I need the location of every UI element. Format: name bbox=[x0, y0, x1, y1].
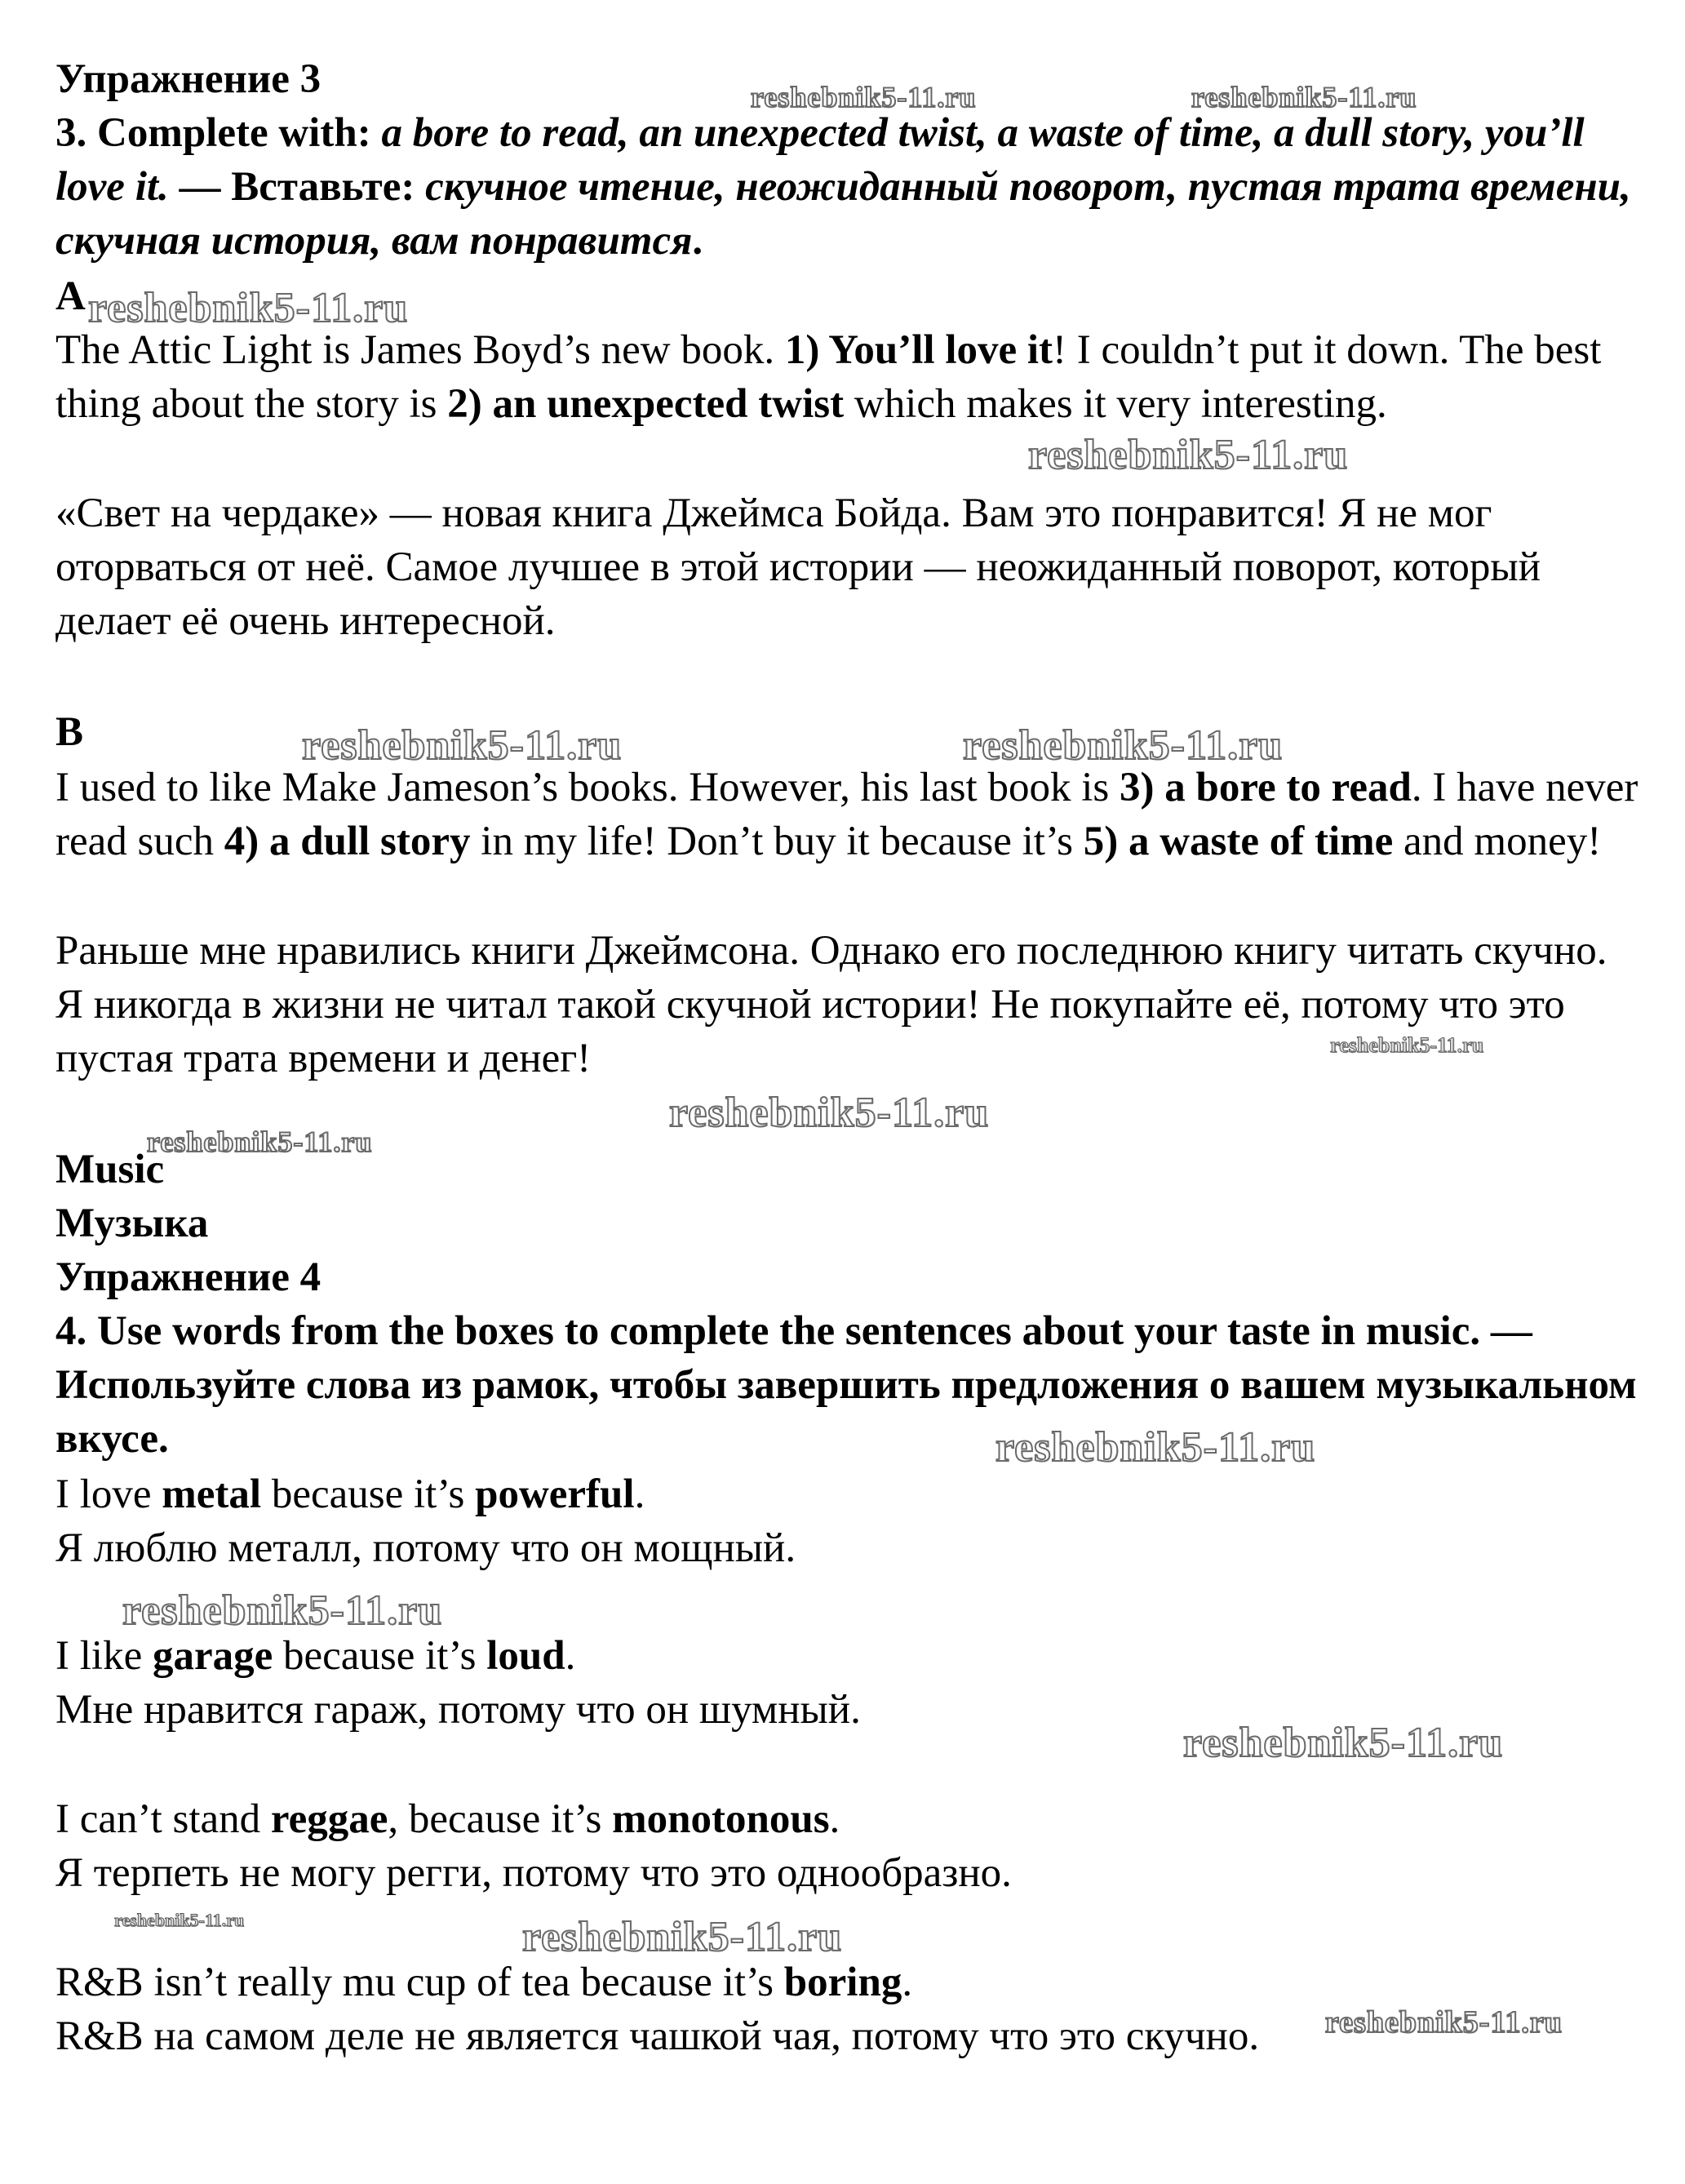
sentence-4-russian: R&B на самом деле не является чашкой чая, потому что это скучно. bbox=[55, 2013, 1260, 2059]
instruction-end: . bbox=[692, 218, 703, 264]
answer-2: 2) an unexpected twist bbox=[447, 381, 845, 427]
watermark: reshebnik5-11.ru bbox=[88, 285, 409, 331]
section-a-label: A bbox=[55, 273, 86, 319]
exercise4-heading: Упражнение 4 bbox=[55, 1254, 321, 1300]
sentence-1-part: I love bbox=[55, 1472, 162, 1517]
watermark: reshebnik5-11.ru bbox=[1028, 432, 1349, 478]
watermark: reshebnik5-11.ru bbox=[1330, 1033, 1484, 1057]
sentence-2-adjective: loud bbox=[486, 1633, 565, 1679]
instruction-phrases: a bore to read, an unexpected twist, a waste of time, a dull story, you’ll love it. bbox=[55, 110, 1585, 210]
sentence-3-russian: Я терпеть не могу регги, потому что это однообразно. bbox=[55, 1850, 1012, 1896]
answer-3: 3) a bore to read bbox=[1119, 765, 1412, 810]
section-a-russian: «Свет на чердаке» — новая книга Джеймса Бойда. Вам это понравится! Я не мог оторваться от неё. Самое лучшее в этой истории — неожиданный поворот, который делает её очень интересной. bbox=[55, 491, 1541, 644]
watermark: reshebnik5-11.ru bbox=[963, 722, 1284, 769]
watermark: reshebnik5-11.ru bbox=[302, 722, 623, 769]
sentence-4-english bbox=[55, 1955, 1638, 2009]
sentence-4-adjective: boring bbox=[783, 1960, 902, 2005]
section-b-text-3: in my life! Don’t buy it because it’s bbox=[470, 819, 1084, 864]
sentence-1-english bbox=[55, 1467, 1638, 1521]
watermark: reshebnik5-11.ru bbox=[669, 1090, 990, 1136]
instruction-lead: 3. Complete with: bbox=[55, 110, 382, 156]
section-b-text-2: . I have never read such bbox=[55, 765, 1638, 864]
music-title-ru: Музыка bbox=[55, 1201, 209, 1246]
sentence-1-part: because it’s bbox=[261, 1472, 476, 1517]
section-a-text-3: which makes it very interesting. bbox=[844, 381, 1387, 427]
exercise4-instruction: 4. Use words from the boxes to complete the sentences about your taste in music. — Используйте слова из рамок, чтобы завершить предложения о вашем музыкальном вкусе. bbox=[55, 1308, 1637, 1462]
watermark: reshebnik5-11.ru bbox=[114, 1910, 245, 1930]
answer-5: 5) a waste of time bbox=[1083, 819, 1394, 864]
watermark: reshebnik5-11.ru bbox=[1183, 1720, 1504, 1766]
sentence-2-part: I like bbox=[55, 1633, 153, 1679]
sentence-3-english bbox=[55, 1792, 1638, 1846]
sentence-2-genre: garage bbox=[152, 1633, 273, 1679]
sentence-2-russian: Мне нравится гараж, потому что он шумный. bbox=[55, 1687, 861, 1733]
sentence-1-genre: metal bbox=[162, 1472, 262, 1517]
sentence-3-end: . bbox=[829, 1796, 840, 1842]
exercise3-heading: Упражнение 3 bbox=[55, 56, 321, 102]
sentence-3-genre: reggae bbox=[270, 1796, 388, 1842]
watermark: reshebnik5-11.ru bbox=[1325, 2005, 1563, 2040]
section-b-russian: Раньше мне нравились книги Джеймсона. Однако его последнюю книгу читать скучно. Я никогда в жизни не читал такой скучной истории! Не покупайте её, потому что это пустая трата времени и денег! bbox=[55, 928, 1607, 1081]
section-a-english bbox=[55, 323, 1638, 431]
section-b-text-1: I used to like Make Jameson’s books. However, his last book is bbox=[55, 765, 1120, 810]
answer-1: 1) You’ll love it bbox=[784, 327, 1053, 373]
watermark: reshebnik5-11.ru bbox=[122, 1587, 443, 1634]
section-a-text-2: ! I couldn’t put it down. The best thing about the story is bbox=[55, 327, 1602, 427]
section-a-text-1: The Attic Light is James Boyd’s new book. bbox=[55, 327, 785, 373]
answer-4: 4) a dull story bbox=[224, 819, 471, 864]
watermark: reshebnik5-11.ru bbox=[1191, 81, 1417, 113]
watermark: reshebnik5-11.ru bbox=[995, 1424, 1316, 1471]
sentence-2-part: because it’s bbox=[273, 1633, 487, 1679]
sentence-1-end: . bbox=[634, 1472, 645, 1517]
sentence-3-part: I can’t stand bbox=[55, 1796, 271, 1842]
instruction-dash: — Вставьте: bbox=[168, 164, 426, 210]
section-b-label: B bbox=[55, 709, 84, 755]
sentence-3-part: , because it’s bbox=[388, 1796, 613, 1842]
sentence-4-part: R&B isn’t really mu cup of tea because it’s bbox=[55, 1960, 784, 2005]
watermark: reshebnik5-11.ru bbox=[751, 81, 977, 113]
instruction-translation: скучное чтение, неожиданный поворот, пустая трата времени, скучная история, вам понравится bbox=[55, 164, 1631, 264]
sentence-3-adjective: monotonous bbox=[612, 1796, 830, 1842]
exercise3-instruction bbox=[55, 106, 1638, 268]
sentence-2-english bbox=[55, 1629, 1638, 1683]
watermark: reshebnik5-11.ru bbox=[522, 1914, 843, 1960]
watermark: reshebnik5-11.ru bbox=[147, 1125, 373, 1158]
sentence-2-end: . bbox=[565, 1633, 576, 1679]
sentence-1-russian: Я люблю металл, потому что он мощный. bbox=[55, 1525, 796, 1571]
section-b-text-4: and money! bbox=[1393, 819, 1602, 864]
music-title-en: Music bbox=[55, 1147, 165, 1192]
sentence-1-adjective: powerful bbox=[475, 1472, 635, 1517]
sentence-4-end: . bbox=[902, 1960, 913, 2005]
section-b-english bbox=[55, 761, 1638, 868]
